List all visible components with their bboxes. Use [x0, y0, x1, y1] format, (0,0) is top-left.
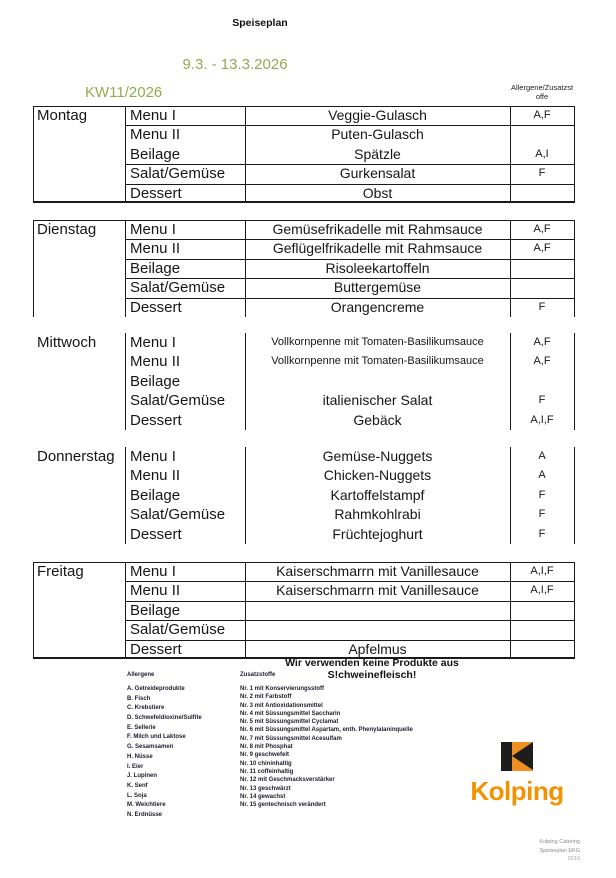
menu-row-label: Menu I — [130, 221, 176, 238]
zusatzstoffe-legend-list — [240, 685, 450, 809]
menu-row-label: Menu II — [130, 467, 181, 485]
allergen-legend-item: G. Sesamsamen — [127, 744, 174, 751]
zusatzstoff-legend-item: Nr. 8 mit Phosphat — [240, 744, 293, 751]
allergen-legend-item: N. Erdnüsse — [127, 811, 163, 818]
menu-dish: Kartoffelstampf — [330, 486, 425, 503]
allergen-code — [510, 372, 574, 391]
grid-line — [33, 562, 34, 659]
zusatzstoff-legend-item: Nr. 7 mit Süssungsmittel Acesulfam — [240, 735, 342, 742]
allergen-legend-item: J. Lupinen — [127, 773, 157, 780]
zusatzstoff-legend-item: Nr. 6 mit Süssungsmittel Aspartam, enth. Phenylalaninquelle — [240, 727, 413, 734]
allergen-code: A,I,F — [530, 565, 554, 577]
zusatzstoff-legend-item: Nr. 11 coffeinhaltig — [240, 768, 294, 775]
week-label: KW11/2026 — [85, 84, 163, 101]
allergen-code: A — [538, 469, 546, 482]
grid-line — [574, 106, 575, 203]
allergen-code — [510, 620, 574, 639]
zusatzstoff-legend-item: Nr. 1 mit Konservierungsstoff — [240, 686, 325, 692]
page-title: Speiseplan — [232, 17, 288, 29]
allergen-code — [510, 640, 574, 659]
menu-dish: italienischer Salat — [322, 392, 433, 409]
zusatzstoff-legend-item: Nr. 3 mit Antioxidationsmittel — [240, 702, 323, 709]
menu-dish: Gemüsefrikadelle mit Rahmsauce — [272, 221, 483, 237]
menu-row-label: Beilage — [130, 486, 181, 504]
menu-row-label: Salat/Gemüse — [130, 165, 226, 183]
allergen-legend-item: F. Milch und Laktose — [127, 734, 186, 741]
allergen-legend-item: M. Weichtiere — [127, 802, 166, 809]
zusatzstoff-legend-item: Nr. 9 geschwefelt — [240, 752, 290, 759]
menu-row-label: Beilage — [130, 145, 181, 163]
allergen-code: F — [538, 300, 546, 313]
day-block-mittwoch — [33, 333, 575, 430]
allergen-legend-header: Allergene — [127, 672, 155, 678]
allergen-code: A,I,F — [530, 584, 554, 597]
menu-row-label: Menu II — [130, 353, 181, 371]
day-block-montag — [33, 106, 575, 203]
allergen-code: F — [538, 508, 546, 521]
menu-dish: Rahmkohlrabi — [334, 506, 421, 523]
grid-line — [574, 220, 575, 317]
day-name: Mittwoch — [37, 334, 97, 351]
allergen-code: F — [538, 527, 546, 540]
menu-dish: Früchtejoghurt — [332, 525, 423, 542]
allergen-code: F — [538, 488, 546, 501]
menu-row-label: Salat/Gemüse — [130, 506, 226, 524]
menu-dish: Veggie-Gulasch — [328, 107, 427, 123]
menu-row-label: Beilage — [130, 372, 181, 390]
menu-dish: Kaiserschmarrn mit Vanillesauce — [276, 563, 479, 579]
menu-dish: Chicken-Nuggets — [323, 467, 432, 484]
allergen-code — [510, 278, 574, 297]
menu-row-label: Menu I — [130, 334, 176, 351]
day-name: Freitag — [37, 563, 84, 580]
grid-line — [574, 333, 575, 430]
allergen-code: A,F — [533, 223, 551, 235]
allergen-code: A,F — [533, 242, 551, 255]
menu-row-label: Menu I — [130, 448, 176, 465]
allergen-legend-item: E. Sellerie — [127, 724, 156, 731]
allergen-legend-item: C. Krebstiere — [127, 705, 165, 712]
menu-dish — [245, 601, 510, 620]
grid-line — [33, 106, 34, 203]
grid-line — [574, 447, 575, 544]
kolping-logo-icon — [501, 742, 533, 771]
kolping-logo-bar — [501, 742, 512, 771]
menu-row-label: Menu II — [130, 582, 181, 600]
menu-row-label: Dessert — [130, 298, 182, 316]
zusatzstoffe-legend-header: Zusatzstoffe — [240, 672, 276, 678]
menu-row-label: Menu I — [130, 107, 176, 124]
allergen-code — [510, 125, 574, 144]
menu-row-label: Dessert — [130, 411, 182, 429]
zusatzstoff-legend-item: Nr. 13 geschwärzt — [240, 785, 291, 792]
credit-line-2: Speiseplan EKG — [539, 847, 580, 854]
menu-dish: Gemüse-Nuggets — [322, 448, 433, 464]
kolping-wordmark: Kolping — [470, 776, 564, 806]
kolping-logo-triangle — [512, 742, 533, 770]
menu-dish: Gurkensalat — [339, 165, 416, 182]
zusatzstoff-legend-item: Nr. 14 gewachst — [240, 793, 286, 800]
allergen-legend-item: I. Eier — [127, 763, 144, 770]
menu-row-label: Menu II — [130, 240, 181, 258]
allergen-legend-list — [127, 685, 247, 821]
zusatzstoff-legend-item: Nr. 2 mit Farbstoff — [240, 694, 292, 701]
menu-row-label: Salat/Gemüse — [130, 392, 226, 410]
day-block-dienstag — [33, 220, 575, 317]
credit-line-3: 2019 — [567, 856, 580, 862]
zusatzstoff-legend-item: Nr. 4 mit Süssungsmittel Saccharin — [240, 710, 341, 717]
allergen-code: A,I — [535, 147, 549, 160]
credit-line-1: Kolping Catering — [539, 839, 580, 845]
allergen-legend-item: L. Soja — [127, 792, 147, 799]
menu-row-label: Menu II — [130, 126, 181, 144]
menu-row-label: Salat/Gemüse — [130, 279, 226, 297]
grid-line — [574, 562, 575, 659]
menu-row-label: Dessert — [130, 640, 182, 658]
document-credit — [470, 838, 580, 864]
menu-row-label: Beilage — [130, 601, 181, 619]
menu-dish: Obst — [362, 184, 393, 201]
menu-dish: Vollkornpenne mit Tomaten-Basilikumsauce — [271, 336, 484, 348]
allergen-code: F — [538, 167, 546, 180]
allergen-code — [510, 259, 574, 278]
day-name: Donnerstag — [37, 448, 115, 465]
allergen-legend-item: D. Schwefeldioxine/Sulfite — [127, 715, 202, 722]
allergen-legend-item: B. Fisch — [127, 695, 151, 702]
grid-line — [33, 220, 34, 317]
day-name: Montag — [37, 107, 88, 124]
menu-dish — [245, 372, 510, 391]
allergen-column-header-line1: Allergene/Zusatzst — [510, 83, 574, 92]
allergen-code — [510, 601, 574, 620]
zusatzstoff-legend-item: Nr. 12 mit Geschmacksverstärker — [240, 777, 335, 784]
day-name: Dienstag — [37, 221, 97, 238]
menu-dish: Spätzle — [354, 145, 401, 162]
zusatzstoff-legend-item: Nr. 10 chininhaltig — [240, 760, 292, 767]
allergen-legend-item: H. Nüsse — [127, 753, 153, 760]
menu-dish: Orangencreme — [330, 298, 425, 315]
allergen-code: A,F — [533, 355, 551, 368]
menu-dish: Vollkornpenne mit Tomaten-Basilikumsauce — [271, 355, 484, 368]
menu-row-label: Menu I — [130, 563, 176, 580]
allergen-code: F — [538, 394, 546, 407]
menu-dish: Puten-Gulasch — [331, 126, 424, 143]
allergen-code: A — [538, 450, 546, 462]
menu-row-label: Salat/Gemüse — [130, 621, 226, 639]
zusatzstoff-legend-item: Nr. 5 mit Süssungsmittel Cyclamat — [240, 719, 339, 726]
menu-dish: Apfelmus — [348, 640, 407, 657]
allergen-legend-item: K. Senf — [127, 782, 148, 789]
allergen-code: A,F — [533, 109, 551, 121]
day-block-donnerstag — [33, 447, 575, 544]
date-range: 9.3. - 13.3.2026 — [182, 56, 288, 73]
menu-row-label: Beilage — [130, 259, 181, 277]
menu-dish — [245, 620, 510, 639]
day-block-freitag — [33, 562, 575, 659]
no-pork-notice: Wir verwenden keine Produkte aus S!chweinefleisch! — [285, 657, 459, 681]
zusatzstoff-legend-item: Nr. 15 gentechnisch verändert — [240, 802, 326, 809]
menu-dish: Buttergemüse — [333, 279, 422, 296]
allergen-column-header-line2: offe — [535, 91, 549, 101]
menu-dish: Kaiserschmarrn mit Vanillesauce — [276, 582, 479, 599]
menu-dish: Risoleekartoffeln — [325, 259, 430, 276]
allergen-code — [510, 184, 574, 203]
allergen-legend-item: A. Getreideprodukte — [127, 686, 185, 692]
menu-row-label: Dessert — [130, 525, 182, 543]
menu-row-label: Dessert — [130, 184, 182, 202]
menu-dish: Geflügelfrikadelle mit Rahmsauce — [272, 240, 483, 257]
menu-dish: Gebäck — [353, 411, 402, 428]
allergen-code: A,I,F — [530, 413, 554, 426]
allergen-code: A,F — [533, 336, 551, 348]
